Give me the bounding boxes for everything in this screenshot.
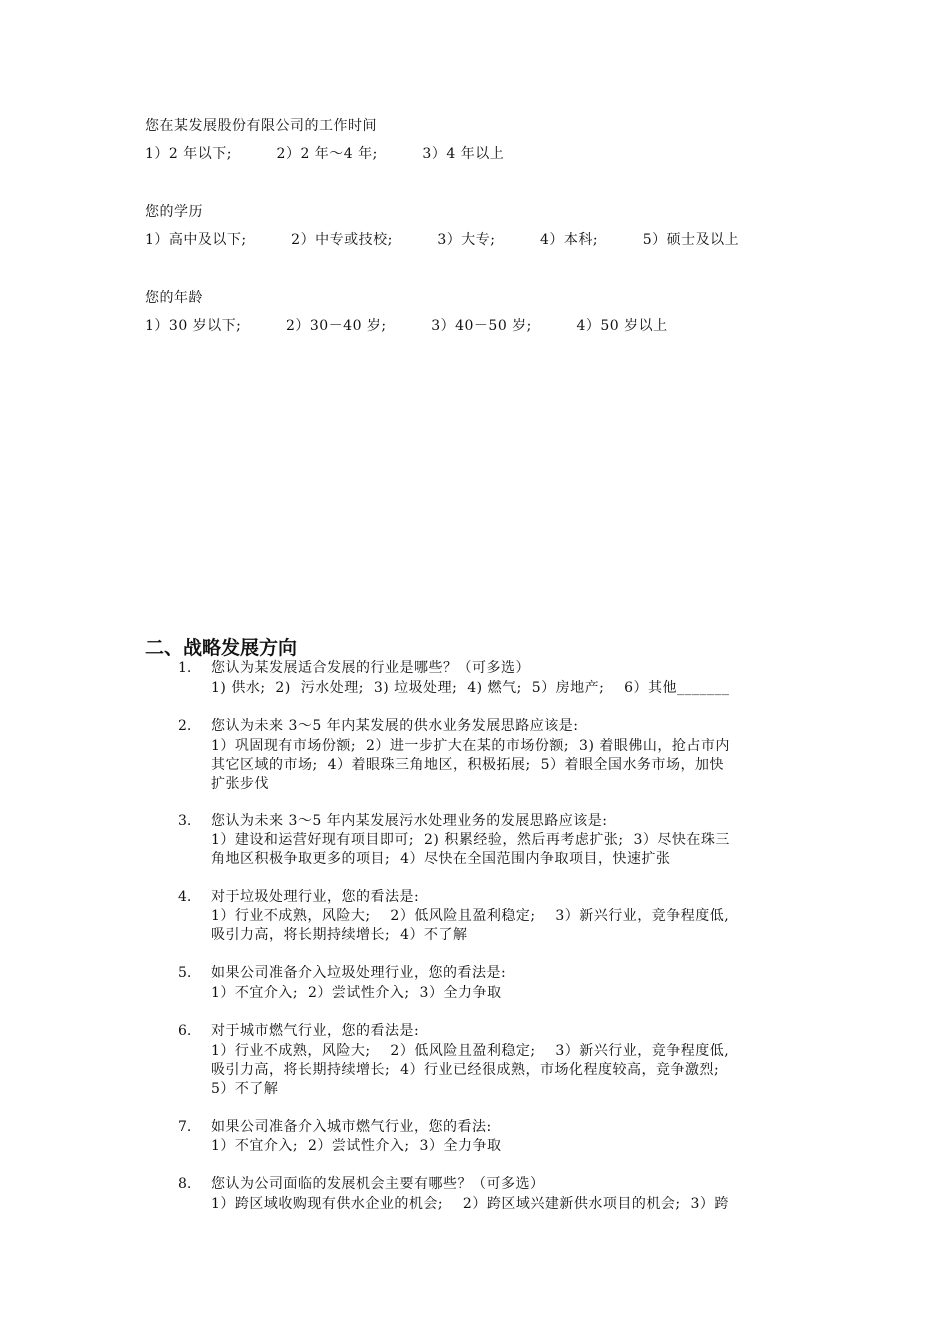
question-options: 1）建设和运营好现有项目即可; 2) 积累经验，然后再考虑扩张; 3）尽快在珠三 bbox=[211, 832, 730, 848]
question-options: 1）行业不成熟，风险大; 2）低风险且盈利稳定; 3）新兴行业，竞争程度低, bbox=[211, 1043, 730, 1059]
question-text: 您认为某发展适合发展的行业是哪些？（可多选） bbox=[211, 660, 530, 676]
question-number: 1. bbox=[178, 660, 192, 676]
question-number: 7. bbox=[178, 1119, 192, 1135]
question-text: 您认为公司面临的发展机会主要有哪些？（可多选） bbox=[211, 1176, 545, 1192]
question-options: 1）不宜介入; 2）尝试性介入; 3）全力争取 bbox=[211, 1138, 502, 1154]
question-text: 对于城市燃气行业，您的看法是: bbox=[211, 1023, 420, 1039]
question-options: 其它区域的市场; 4）着眼珠三角地区，积极拓展; 5）着眼全国水务市场，加快 bbox=[211, 757, 725, 773]
question-options: 角地区积极争取更多的项目; 4）尽快在全国范围内争取项目，快速扩张 bbox=[211, 851, 671, 867]
q-education-options: 1）高中及以下; 2）中专或技校; 3）大专; 4）本科; 5）硕士及以上 bbox=[145, 232, 740, 248]
question-number: 4. bbox=[178, 889, 192, 905]
q-education-title: 您的学历 bbox=[145, 204, 203, 220]
question-text: 您认为未来 3～5 年内某发展的供水业务发展思路应该是: bbox=[211, 718, 579, 734]
question-text: 对于垃圾处理行业，您的看法是: bbox=[211, 889, 420, 905]
q-age-title: 您的年龄 bbox=[145, 290, 203, 306]
section-heading: 二、战略发展方向 bbox=[145, 637, 298, 659]
question-options: 1）巩固现有市场份额; 2）进一步扩大在某的市场份额; 3) 着眼佛山，抢占市内 bbox=[211, 738, 730, 754]
question-number: 5. bbox=[178, 965, 192, 981]
q-work-time-title: 您在某发展股份有限公司的工作时间 bbox=[145, 118, 377, 134]
question-options: 吸引力高，将长期持续增长; 4）行业已经很成熟，市场化程度较高，竞争激烈; bbox=[211, 1062, 720, 1078]
question-number: 8. bbox=[178, 1176, 192, 1192]
question-number: 6. bbox=[178, 1023, 192, 1039]
question-options: 1) 供水; 2) 污水处理; 3) 垃圾处理; 4) 燃气; 5）房地产; 6）其他_______ bbox=[211, 680, 730, 696]
question-text: 如果公司准备介入城市燃气行业，您的看法: bbox=[211, 1119, 492, 1135]
question-options: 吸引力高，将长期持续增长; 4）不了解 bbox=[211, 927, 468, 943]
question-text: 如果公司准备介入垃圾处理行业，您的看法是: bbox=[211, 965, 507, 981]
question-options: 1）不宜介入; 2）尝试性介入; 3）全力争取 bbox=[211, 985, 502, 1001]
question-options: 扩张步伐 bbox=[211, 776, 269, 792]
question-options: 1）行业不成熟，风险大; 2）低风险且盈利稳定; 3）新兴行业，竞争程度低, bbox=[211, 908, 730, 924]
question-options: 1）跨区域收购现有供水企业的机会; 2）跨区域兴建新供水项目的机会; 3）跨 bbox=[211, 1196, 729, 1212]
question-options: 5）不了解 bbox=[211, 1081, 279, 1097]
q-work-time-options: 1）2 年以下; 2）2 年～4 年; 3）4 年以上 bbox=[145, 146, 505, 162]
question-text: 您认为未来 3～5 年内某发展污水处理业务的发展思路应该是: bbox=[211, 813, 608, 829]
question-number: 3. bbox=[178, 813, 192, 829]
q-age-options: 1）30 岁以下; 2）30－40 岁; 3）40－50 岁; 4）50 岁以上 bbox=[145, 318, 668, 334]
question-number: 2. bbox=[178, 718, 192, 734]
